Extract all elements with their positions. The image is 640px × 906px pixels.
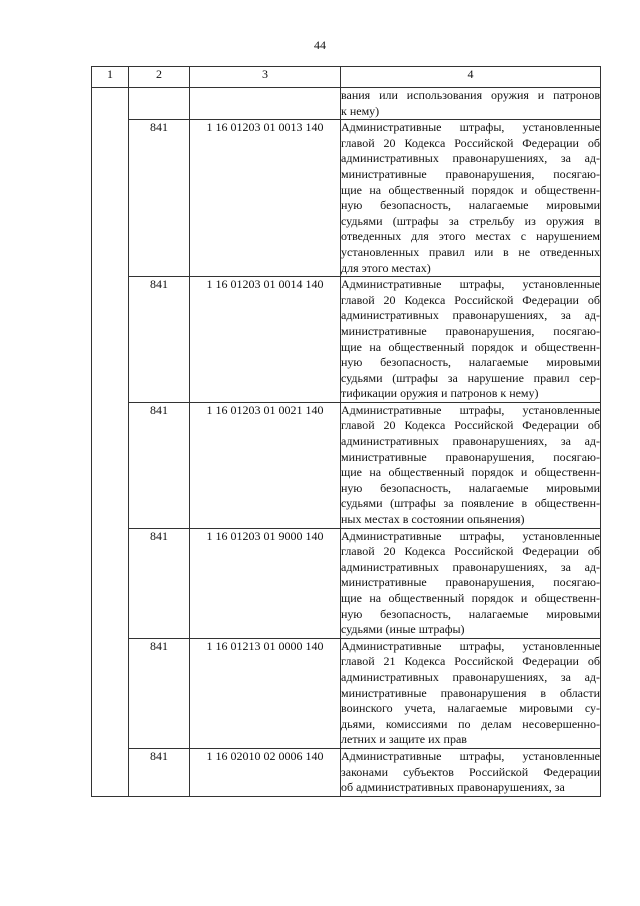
budget-code-cell: 1 16 01213 01 0000 140 <box>190 638 341 748</box>
admin-code-cell <box>129 88 190 120</box>
budget-code-cell: 1 16 01203 01 0014 140 <box>190 277 341 403</box>
description-line: щие на общественный порядок и общественн- <box>341 465 600 480</box>
admin-code-cell: 841 <box>129 277 190 403</box>
table-row <box>92 402 601 528</box>
description-cell <box>341 638 601 748</box>
table-row <box>92 748 601 796</box>
budget-code-cell: 1 16 02010 02 0006 140 <box>190 748 341 796</box>
header-col-2: 2 <box>129 67 190 88</box>
description-line: главой 20 Кодекса Российской Федерации об <box>341 292 600 307</box>
description-line: Административные штрафы, установленные <box>341 748 600 763</box>
description-line: министративные правонарушения, посягаю- <box>341 449 600 464</box>
table-row <box>92 120 601 277</box>
admin-code-cell: 841 <box>129 528 190 638</box>
description-line: судьями (иные штрафы) <box>341 622 465 637</box>
admin-code-cell: 841 <box>129 402 190 528</box>
description-line: отведенных для этого местах с нарушением <box>341 229 600 244</box>
header-col-3: 3 <box>190 67 341 88</box>
description-line: ную безопасность, налагаемые мировыми <box>341 198 600 213</box>
description-cell <box>341 120 601 277</box>
description-line: ных местах в состоянии опьянения) <box>341 512 525 527</box>
description-line: административных правонарушениях, за ад- <box>341 559 600 574</box>
description-line: административных правонарушениях, за ад- <box>341 434 600 449</box>
table-row <box>92 528 601 638</box>
table-row <box>92 88 601 120</box>
budget-code-cell: 1 16 01203 01 9000 140 <box>190 528 341 638</box>
description-cell <box>341 88 601 120</box>
document-table <box>91 66 601 797</box>
description-line: министративные правонарушения, посягаю- <box>341 575 600 590</box>
budget-code-cell: 1 16 01203 01 0021 140 <box>190 402 341 528</box>
description-line: судьями (штрафы за нарушение правил сер- <box>341 370 600 385</box>
admin-code-cell: 841 <box>129 748 190 796</box>
admin-code-cell: 841 <box>129 120 190 277</box>
header-col-1: 1 <box>92 67 129 88</box>
description-line: главой 20 Кодекса Российской Федерации об <box>341 418 600 433</box>
description-cell <box>341 277 601 403</box>
description-cell <box>341 528 601 638</box>
description-line: Административные штрафы, установленные <box>341 528 600 543</box>
budget-code-cell <box>190 88 341 120</box>
description-line: административных правонарушениях, за ад- <box>341 308 600 323</box>
description-line: для этого местах) <box>341 260 431 275</box>
budget-code-cell: 1 16 01203 01 0013 140 <box>190 120 341 277</box>
col-1-merged-cell <box>92 88 129 797</box>
description-line: летних и защите их прав <box>341 732 467 747</box>
description-cell <box>341 748 601 796</box>
description-line: вания или использования оружия и патронов <box>341 88 600 102</box>
description-line: главой 21 Кодекса Российской Федерации об <box>341 654 600 669</box>
description-line: Административные штрафы, установленные <box>341 402 600 417</box>
description-line: министративные правонарушения, посягаю- <box>341 323 600 338</box>
table-row <box>92 277 601 403</box>
table-header-row <box>92 67 601 88</box>
description-line: ную безопасность, налагаемые мировыми <box>341 355 600 370</box>
description-line: ную безопасность, налагаемые мировыми <box>341 606 600 621</box>
description-line: судьями (штрафы за появление в общественн- <box>341 496 600 511</box>
table-row <box>92 638 601 748</box>
description-line: дьями, комиссиями по делам несовершенно- <box>341 716 600 731</box>
description-line: к нему) <box>341 103 380 118</box>
description-line: об административных правонарушениях, за <box>341 780 565 795</box>
description-line: щие на общественный порядок и общественн- <box>341 591 600 605</box>
description-line: воинского учета, налагаемые мировыми су- <box>341 701 600 716</box>
description-line: установленных правил или в не отведенных <box>341 244 600 259</box>
description-line: Административные штрафы, установленные <box>341 638 600 653</box>
description-line: щие на общественный порядок и общественн- <box>341 339 600 354</box>
description-line: главой 20 Кодекса Российской Федерации об <box>341 135 600 150</box>
description-line: законами субъектов Российской Федерации <box>341 764 600 779</box>
admin-code-cell: 841 <box>129 638 190 748</box>
description-line: административных правонарушениях, за ад- <box>341 151 600 166</box>
description-line: министративные правонарушения в области <box>341 685 600 700</box>
description-line: министративные правонарушения, посягаю- <box>341 166 600 181</box>
description-line: щие на общественный порядок и общественн- <box>341 182 600 197</box>
description-line: главой 20 Кодекса Российской Федерации об <box>341 544 600 559</box>
description-line: Административные штрафы, установленные <box>341 277 600 292</box>
description-line: административных правонарушениях, за ад- <box>341 669 600 684</box>
header-col-4: 4 <box>341 67 601 88</box>
description-line: тификации оружия и патронов к нему) <box>341 386 539 401</box>
description-cell <box>341 402 601 528</box>
description-line: судьями (штрафы за стрельбу из оружия в <box>341 213 600 228</box>
page-number: 44 <box>314 38 326 52</box>
description-line: Административные штрафы, установленные <box>341 120 600 135</box>
description-line: ную безопасность, налагаемые мировыми <box>341 480 600 495</box>
